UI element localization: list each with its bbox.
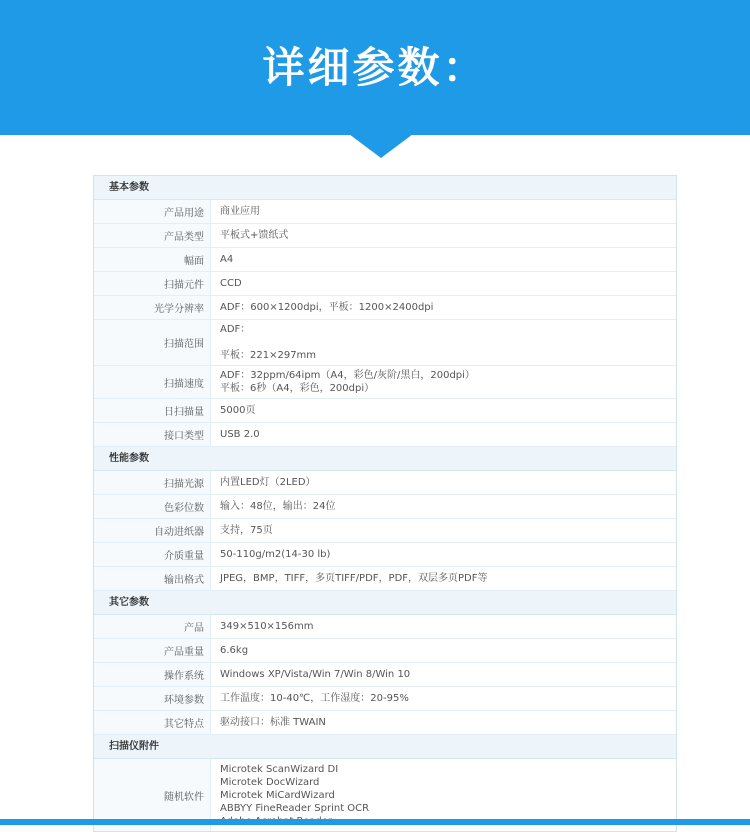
spec-label: 环境参数 bbox=[94, 687, 211, 710]
spec-value bbox=[211, 272, 676, 295]
spec-row bbox=[94, 519, 676, 543]
spec-value-line: ABBYY FineReader Sprint OCR bbox=[220, 802, 370, 814]
spec-label: 产品用途 bbox=[94, 200, 211, 223]
spec-value bbox=[211, 543, 676, 566]
spec-label: 输出格式 bbox=[94, 567, 211, 590]
spec-label: 其它特点 bbox=[94, 711, 211, 734]
spec-value-line: 输入：48位，输出：24位 bbox=[220, 501, 336, 512]
spec-row bbox=[94, 248, 676, 272]
spec-value bbox=[211, 711, 676, 734]
spec-value-line: 平板式+馈纸式 bbox=[220, 230, 289, 241]
spec-label: 色彩位数 bbox=[94, 495, 211, 518]
spec-value bbox=[211, 471, 676, 494]
page-title: 详细参数： bbox=[262, 42, 488, 92]
spec-row bbox=[94, 567, 676, 591]
spec-value-line: 工作温度：10-40℃，工作湿度：20-95% bbox=[220, 693, 409, 704]
spec-value-line: Microtek MiCardWizard bbox=[220, 789, 335, 801]
spec-value-line: USB 2.0 bbox=[220, 429, 260, 440]
spec-value-line: A4 bbox=[220, 254, 234, 265]
spec-row bbox=[94, 200, 676, 224]
spec-value-line: 内置LED灯（2LED） bbox=[220, 477, 316, 488]
spec-row bbox=[94, 687, 676, 711]
spec-label: 扫描速度 bbox=[94, 366, 211, 398]
spec-row bbox=[94, 615, 676, 639]
spec-value bbox=[211, 224, 676, 247]
section-title: 基本参数 bbox=[94, 176, 676, 200]
spec-label: 扫描范围 bbox=[94, 320, 211, 365]
spec-row bbox=[94, 320, 676, 366]
spec-value-line: 平板：221×297mm bbox=[220, 350, 317, 361]
spec-label: 产品类型 bbox=[94, 224, 211, 247]
spec-row bbox=[94, 663, 676, 687]
spec-value-line: CCD bbox=[220, 278, 242, 289]
spec-value bbox=[211, 663, 676, 686]
spec-value-line: Microtek DocWizard bbox=[220, 776, 320, 788]
spec-value-line: Windows XP/Vista/Win 7/Win 8/Win 10 bbox=[220, 669, 411, 680]
spec-label: 介质重量 bbox=[94, 543, 211, 566]
spec-row bbox=[94, 471, 676, 495]
spec-value bbox=[211, 423, 676, 446]
spec-value-line: 50-110g/m2(14-30 lb) bbox=[220, 549, 331, 560]
spec-row bbox=[94, 399, 676, 423]
spec-table bbox=[93, 175, 677, 832]
spec-row bbox=[94, 296, 676, 320]
spec-row bbox=[94, 366, 676, 399]
spec-value-line: 6.6kg bbox=[220, 645, 249, 656]
spec-label: 扫描元件 bbox=[94, 272, 211, 295]
spec-value bbox=[211, 639, 676, 662]
spec-label: 接口类型 bbox=[94, 423, 211, 446]
spec-value bbox=[211, 200, 676, 223]
spec-row bbox=[94, 639, 676, 663]
spec-value-line: ADF：32ppm/64ipm（A4，彩色/灰阶/黑白，200dpi） bbox=[220, 370, 475, 381]
spec-value-line: ADF： bbox=[220, 324, 251, 335]
spec-value bbox=[211, 366, 676, 398]
spec-value bbox=[211, 399, 676, 422]
spec-label: 幅面 bbox=[94, 248, 211, 271]
spec-row bbox=[94, 272, 676, 296]
bottom-bar bbox=[0, 819, 750, 825]
section-title: 性能参数 bbox=[94, 447, 676, 471]
spec-label: 产品 bbox=[94, 615, 211, 638]
spec-value bbox=[211, 615, 676, 638]
spec-value bbox=[211, 248, 676, 271]
spec-label: 光学分辨率 bbox=[94, 296, 211, 319]
spec-value-line: Microtek ScanWizard DI bbox=[220, 763, 339, 775]
spec-value bbox=[211, 495, 676, 518]
banner-pointer bbox=[349, 134, 413, 158]
spec-row bbox=[94, 423, 676, 447]
section-title: 其它参数 bbox=[94, 591, 676, 615]
spec-label: 操作系统 bbox=[94, 663, 211, 686]
spec-row bbox=[94, 495, 676, 519]
spec-value-line: 驱动接口：标准 TWAIN bbox=[220, 717, 326, 728]
spec-value-line: 平板：6秒（A4，彩色，200dpi） bbox=[220, 383, 375, 394]
spec-value bbox=[211, 320, 676, 365]
spec-label: 日扫描量 bbox=[94, 399, 211, 422]
header-banner bbox=[0, 0, 750, 135]
spec-value-line: 支持，75页 bbox=[220, 525, 273, 536]
spec-value bbox=[211, 687, 676, 710]
spec-row bbox=[94, 543, 676, 567]
section-title: 扫描仪附件 bbox=[94, 735, 676, 759]
spec-value-line: ADF：600×1200dpi，平板：1200×2400dpi bbox=[220, 302, 434, 313]
spec-label: 产品重量 bbox=[94, 639, 211, 662]
spec-value-line: 5000页 bbox=[220, 405, 256, 416]
spec-label: 自动进纸器 bbox=[94, 519, 211, 542]
spec-label: 扫描光源 bbox=[94, 471, 211, 494]
spec-value-line: 349×510×156mm bbox=[220, 621, 314, 632]
spec-value bbox=[211, 567, 676, 590]
spec-value bbox=[211, 519, 676, 542]
spec-value bbox=[211, 296, 676, 319]
spec-label: 随机软件 bbox=[94, 759, 211, 831]
spec-row bbox=[94, 224, 676, 248]
spec-value-line: JPEG，BMP，TIFF，多页TIFF/PDF，PDF，双层多页PDF等 bbox=[220, 573, 488, 584]
spec-value-line: 商业应用 bbox=[220, 206, 260, 217]
spec-row bbox=[94, 711, 676, 735]
